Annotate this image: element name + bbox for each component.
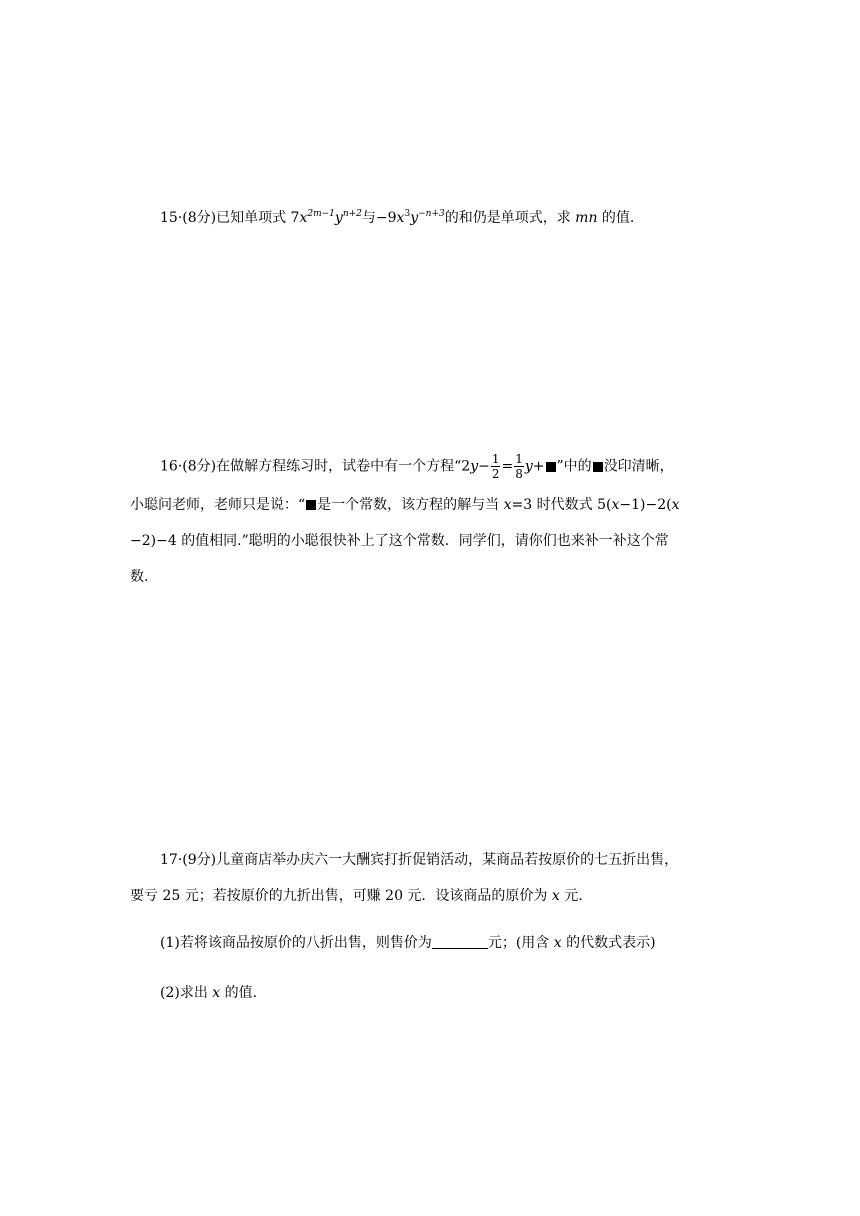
fraction-one-eighth: $\frac{1}{8}$: [515, 452, 523, 481]
question-16-line-4: 数.: [130, 569, 149, 585]
black-square-icon: [306, 500, 316, 510]
question-16-line-3: −2)−4 的值相同.”聪明的小聪很快补上了这个常数．同学们，请你们也来补一补这个常: [130, 533, 669, 549]
black-square-icon: [546, 462, 556, 472]
q17-label: 17·(9分): [160, 852, 217, 868]
black-square-icon: [593, 462, 603, 472]
question-15: 15·(8分)已知单项式 $7x^{2m-1}y^{n+2}$与$-9x^3y^{-n+3}$的和仍是单项式，求 mn 的值.: [160, 209, 635, 226]
question-17-line-1: 17·(9分)儿童商店举办庆六一大酬宾打折促销活动，某商品若按原价的七五折出售，: [160, 852, 679, 868]
q16-label: 16·(8分): [160, 458, 217, 475]
question-16-line-2: 小聪问老师，老师只是说：“ 是一个常数，该方程的解与当 x=3 时代数式 5(x−1)−2(x: [130, 497, 680, 513]
q15-label: 15·(8分): [160, 210, 217, 226]
question-17-line-2: 要亏 25 元；若按原价的九折出售，可赚 20 元．设该商品的原价为 x 元.: [130, 888, 583, 904]
fraction-one-half: $\frac{1}{2}$: [491, 452, 500, 481]
question-17-part-2: (2)求出 x 的值.: [160, 985, 258, 1001]
question-17-part-1: (1)若将该商品按原价的八折出售，则售价为 元；(用含 x 的代数式表示): [160, 935, 656, 951]
answer-blank[interactable]: [432, 934, 488, 949]
question-16-line-1: 16·(8分)在做解方程练习时，试卷中有一个方程“2y− $\frac{1}{2}$ = $\frac{1}{8}$ y+ ”中的 没印清晰，: [160, 452, 674, 481]
